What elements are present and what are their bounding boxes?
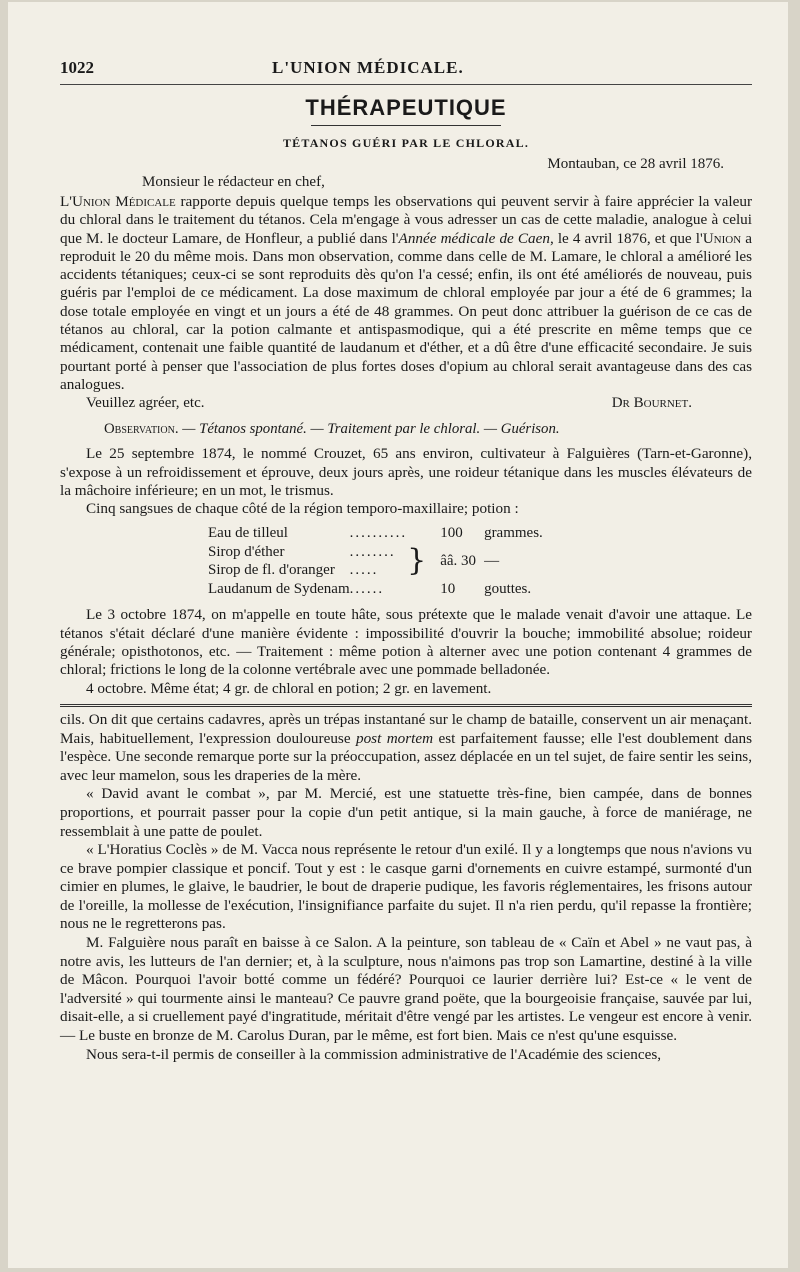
feuilleton-paragraph: Nous sera-t-il permis de conseiller à la commission administrative de l'Académie des sciences, [86, 1045, 662, 1063]
prescription-row: Sirop d'éther ........ } ââ. 30 — [208, 543, 500, 579]
feuilleton-paragraph: « David avant le combat », par M. Mercié, est une statuette très-fine, bien campée, dans de bonnes proportions, et pourrait passer pour la copie d'un petit antique, si la main gauche, à force de maniérage, ne ressemblait à une patte de poulet. [60, 785, 752, 840]
brace-glyph: } [407, 543, 427, 579]
letter-place-date: Montauban, ce 28 avril 1876. [547, 156, 724, 172]
section-rule [311, 125, 501, 126]
journal-name: L'Union Médicale [60, 193, 176, 210]
header-rule [60, 84, 752, 85]
feuilleton-paragraph: M. Falguière nous paraît en baisse à ce Salon. A la peinture, son tableau de « Caïn et Abel » ne vaut pas, à notre avis, les lutteurs de l'an dernier; et, à la sculpture, nous n'aimons pas trop son Lamartine, destiné à la ville de Mâcon. Pourquoi l'avoir botté comme un fédéré? Pourquoi ce laurier derrière lui? Est-ce « le vent de l'adversité » qui tourmente ainsi le manteau? Ce pauvre grand poëte, que la bourgeoisie française, sauvée par lui, disait-elle, a si cruellement payé d'ingratitude, méritait d'être vengé par les artistes. Le vengeur est encore à venir. — Le buste en bronze de M. Carolus Duran, par le même, est fort bien. Mais ce n'est qu'une esquisse. [60, 934, 752, 1045]
prescription-row: Eau de tilleul .......... 100 grammes. [208, 525, 543, 542]
feuilleton-section [60, 711, 752, 1064]
observation-paragraph: Le 25 septembre 1874, le nommé Crouzet, 65 ans environ, cultivateur à Falguières (Tarn-et-Garonne), s'expose à un refroidissement et éprouve, deux jours après, une roideur tétanique dans les muscles élévateurs de la mâchoire inférieure; en un mot, le trismus. [60, 445, 752, 499]
running-title: L'UNION MÉDICALE. [272, 58, 464, 77]
feuilleton-paragraph: « L'Horatius Coclès » de M. Vacca nous représente le retour d'un exilé. Il y a longtemps que nous n'avions vu ce brave pompier classique et poncif. Tout y est : le casque garni d'ornements en cuivre estampé, surmonté d'un cimier en plumes, le glaive, le baudrier, le bout de draperie pudique, les favoris réglementaires, les frisons autour de l'oreille, la mollesse de l'exécution, l'insignifiance parfaite du sujet. Il n'a rien perdu, qu'il repasse la frontière; nous ne le regretterons pas. [60, 841, 752, 933]
letter-closing [60, 394, 752, 413]
feuilleton-paragraph: cils. On dit que certains cadavres, après un trépas instantané sur le champ de bataille, conservent un air menaçant. Mais, habituellement, l'expression douloureuse post mortem est parfaitement fausse; elle l'est doublement dans l'espèce. Une seconde remarque porte sur la préoccupation, assez déplacée en un tel sujet, de faire sentir les seins, avec leur mamelon, sous les draperies de la mère. [60, 710, 752, 784]
closing-formula: Veuillez agréer, etc. [86, 395, 205, 412]
letter-paragraph: L'Union Médicale rapporte depuis quelque temps les observations qui peuvent servir à faire apprécier la valeur du chloral dans le traitement du tétanos. Cela m'engage à vous adresser un cas de cette maladie, analogue à celui que M. le docteur Lamare, de Honfleur, a publié dans l'Année médicale de Caen, le 4 avril 1876, et que l'Union a reproduit le 20 du même mois. Dans mon observation, comme dans celle de M. Lamare, le chloral a amélioré les accidents tétaniques; ceux-ci se sont reproduits dès qu'on l'a cessé; enfin, ils ont été améliorés de nouveau, puis guéris par l'emploi de ce médicament. La dose maximum de chloral employée par jour a été de 6 grammes; la dose totale employée en vingt et un jours a été de 48 grammes. On peut donc attribuer la guérison de ce cas de tétanos au chloral, car la potion calmante et antispasmodique, qui a été prescrite en même temps que ce médicament, contenait une faible quantité de laudanum et d'éther, et a dû être d'une efficacité secondaire. Je suis pourtant porté à penser que l'association de plus fortes doses d'opium au chloral serait avantageuse dans des cas analogues. [60, 193, 753, 393]
signature: Dr Bournet. [611, 395, 692, 412]
observation-paragraph: 4 octobre. Même état; 4 gr. de chloral en potion; 2 gr. en lavement. [86, 679, 492, 697]
prescription-table [208, 524, 543, 598]
feuilleton-separator [60, 704, 752, 707]
page-header [60, 58, 752, 78]
section-title: THÉRAPEUTIQUE [305, 95, 507, 120]
observation-paragraph: Cinq sangsues de chaque côté de la région temporo-maxillaire; potion : [86, 500, 519, 518]
observation-paragraph: Le 3 octobre 1874, on m'appelle en toute hâte, sous prétexte que le malade venait d'avoir une attaque. Le tétanos s'était déclaré d'une manière évidente : impossibilité d'ouvrir la bouche; immobilité absolue; roideur générale; opisthotonos, etc. — Traitement : même potion à alterner avec une potion contenant 4 grammes de chloral; frictions le long de la colonne vertébrale avec une pommade belladonée. [60, 606, 752, 679]
page-number: 1022 [60, 58, 94, 77]
letter-salutation: Monsieur le rédacteur en chef, [142, 174, 325, 190]
article-subtitle: TÉTANOS GUÉRI PAR LE CHLORAL. [282, 136, 530, 150]
observation-heading: Observation. — Tétanos spontané. — Traitement par le chloral. — Guérison. [104, 421, 560, 438]
prescription-row: Sirop de fl. d'oranger ..... [208, 562, 379, 579]
document-page [8, 2, 788, 1268]
prescription-row: Laudanum de Sydenam ...... 10 gouttes. [208, 580, 532, 597]
journal-title: Année médicale de Caen [398, 229, 550, 247]
